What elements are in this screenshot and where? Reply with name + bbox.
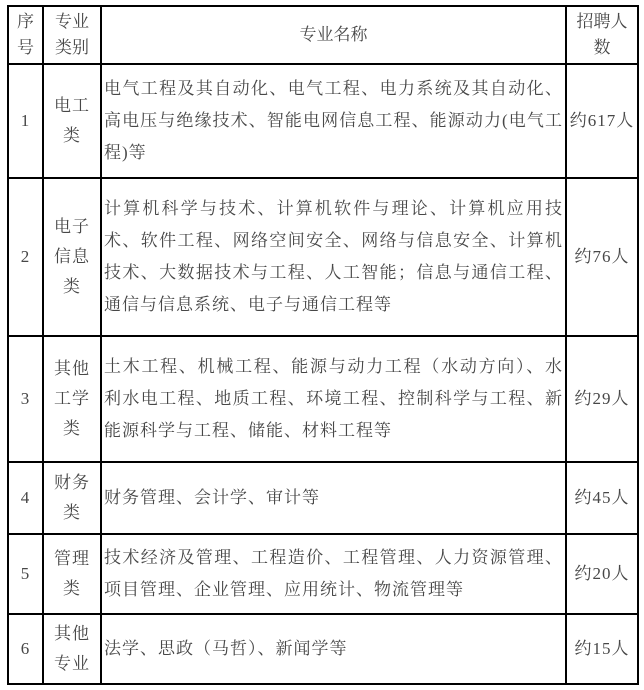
cell-category: 其他工学类 — [43, 336, 101, 462]
cell-recruit-count: 约617人 — [566, 64, 638, 178]
table-row — [8, 178, 638, 336]
cell-major-name: 电气工程及其自动化、电气工程、电力系统及其自动化、高电压与绝缘技术、智能电网信息工程、能源动力(电气工程)等 — [101, 64, 566, 178]
cell-serial-number: 3 — [8, 336, 43, 462]
cell-recruit-count: 约20人 — [566, 534, 638, 614]
cell-recruit-count: 约29人 — [566, 336, 638, 462]
cell-category: 电工类 — [43, 64, 101, 178]
header-cell-recruit-count: 招聘人数 — [566, 6, 638, 64]
cell-major-name: 土木工程、机械工程、能源与动力工程（水动方向）、水利水电工程、地质工程、环境工程、控制科学与工程、新能源科学与工程、储能、材料工程等 — [101, 336, 566, 462]
cell-serial-number: 5 — [8, 534, 43, 614]
cell-serial-number: 4 — [8, 462, 43, 534]
cell-category: 其他专业 — [43, 614, 101, 684]
cell-recruit-count: 约15人 — [566, 614, 638, 684]
cell-category: 财务类 — [43, 462, 101, 534]
cell-serial-number: 2 — [8, 178, 43, 336]
cell-recruit-count: 约45人 — [566, 462, 638, 534]
table-row — [8, 336, 638, 462]
cell-category: 电子信息类 — [43, 178, 101, 336]
header-cell-major-name: 专业名称 — [101, 6, 566, 64]
cell-category: 管理类 — [43, 534, 101, 614]
table-row — [8, 64, 638, 178]
cell-major-name: 计算机科学与技术、计算机软件与理论、计算机应用技术、软件工程、网络空间安全、网络与信息安全、计算机技术、大数据技术与工程、人工智能；信息与通信工程、通信与信息系统、电子与通信工程等 — [101, 178, 566, 336]
recruitment-table — [7, 5, 639, 685]
cell-serial-number: 1 — [8, 64, 43, 178]
cell-serial-number: 6 — [8, 614, 43, 684]
cell-major-name: 技术经济及管理、工程造价、工程管理、人力资源管理、项目管理、企业管理、应用统计、物流管理等 — [101, 534, 566, 614]
table-row — [8, 462, 638, 534]
header-cell-category: 专业类别 — [43, 6, 101, 64]
table-row — [8, 534, 638, 614]
table-row — [8, 614, 638, 684]
cell-major-name: 财务管理、会计学、审计等 — [101, 462, 566, 534]
cell-major-name: 法学、思政（马哲）、新闻学等 — [101, 614, 566, 684]
table-header-row — [8, 6, 638, 64]
header-cell-serial-number: 序号 — [8, 6, 43, 64]
cell-recruit-count: 约76人 — [566, 178, 638, 336]
